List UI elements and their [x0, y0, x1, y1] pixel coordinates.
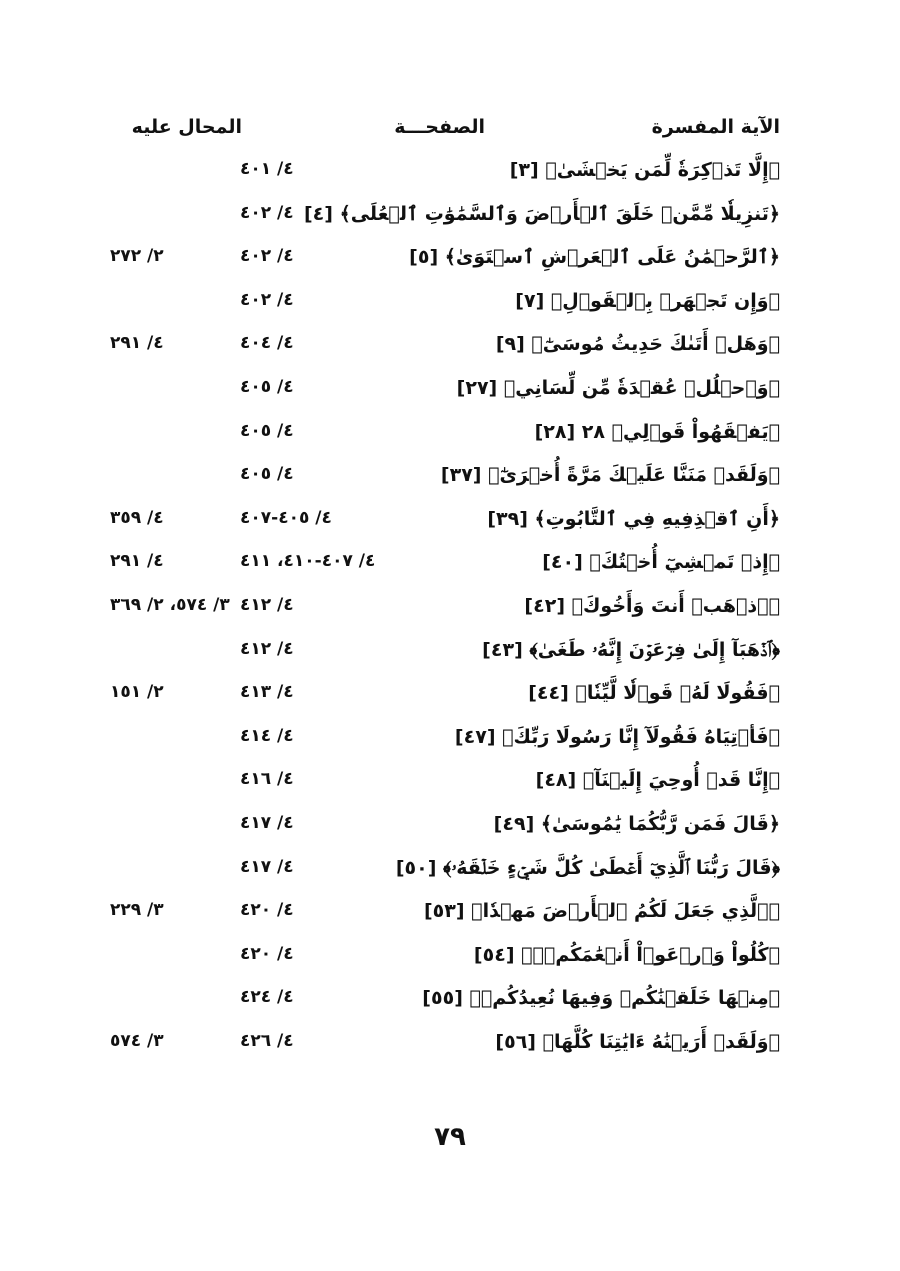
table-row: [100, 765, 790, 809]
table-row: [100, 373, 790, 417]
ref-cell: ٣/ ٥٧٤: [110, 1030, 164, 1051]
page-cell: ٤/ ٤٠٢: [240, 289, 294, 310]
verse-cell: ﴿إِنَّا قَدۡ أُوحِيَ إِلَيۡنَآ﴾ [٤٨]: [535, 769, 780, 792]
verse-cell: ﴿قَالَ رَبُّنَا ٱلَّذِيٓ أَعۡطَىٰ كُلَّ شَيۡءٍ خَلۡقَهُۥ﴾ [٥٠]: [395, 856, 780, 879]
page-cell: ٤/ ٤٢٠: [240, 943, 294, 964]
verse-cell: ﴿تَنزِيلٗا مِّمَّنۡ خَلَقَ ٱلۡأَرۡضَ وَٱلسَّمَٰوَٰتِ ٱلۡعُلَى﴾ [٤]: [303, 202, 780, 225]
table-row: [100, 940, 790, 984]
page-cell: ٤/ ٤٠٤: [240, 333, 294, 354]
verse-cell: ﴿يَفۡقَهُواْ قَوۡلِي﴾ ٢٨ [٢٨]: [534, 420, 780, 443]
verse-cell: ﴿ٱذۡهَبَآ إِلَىٰ فِرۡعَوۡنَ إِنَّهُۥ طَغَىٰ﴾ [٤٣]: [482, 638, 780, 661]
verse-cell: ﴿وَهَلۡ أَتَىٰكَ حَدِيثُ مُوسَىٰٓ﴾ [٩]: [495, 333, 780, 356]
page-cell: ٤/ ٤٠٥-٤٠٧: [240, 507, 332, 528]
table-row: [100, 199, 790, 243]
table-row: [100, 242, 790, 286]
page-cell: ٤/ ٤٢٠: [240, 900, 294, 921]
page-cell: ٤/ ٤٠٢: [240, 202, 294, 223]
ref-cell: ٣/ ٢٢٩: [110, 900, 164, 921]
verse-cell: ﴿كُلُواْ وَٱرۡعَوۡاْ أَنۡعَٰمَكُمۡۚ﴾ [٥٤]: [473, 943, 780, 966]
table-row: [100, 155, 790, 199]
ref-cell: ٤/ ٢٩١: [110, 551, 164, 572]
page-cell: ٤/ ٤١٧: [240, 856, 294, 877]
header-ref: المحال عليه: [131, 116, 242, 138]
table-body: [100, 155, 790, 1070]
table-row: [100, 460, 790, 504]
page-cell: ٤/ ٤١٢: [240, 594, 294, 615]
verse-cell: ﴿فَقُولَا لَهُۥ قَوۡلٗا لَّيِّنٗا﴾ [٤٤]: [528, 682, 780, 705]
page-cell: ٤/ ٤٠٥: [240, 420, 294, 441]
page-cell: ٤/ ٤٠٥: [240, 376, 294, 397]
header-page: الصفحـــة: [394, 116, 485, 138]
table-row: [100, 591, 790, 635]
page-cell: ٤/ ٤٠٥: [240, 464, 294, 485]
ref-cell: ٣/ ٥٧٤، ٢/ ٣٦٩: [110, 594, 230, 615]
table-row: [100, 678, 790, 722]
ref-cell: ٤/ ٣٥٩: [110, 507, 164, 528]
verse-cell: ﴿وَلَقَدۡ أَرَيۡنَٰهُ ءَايَٰتِنَا كُلَّهَا﴾ [٥٦]: [495, 1030, 780, 1053]
verse-cell: ﴿إِلَّا تَذۡكِرَةٗ لِّمَن يَخۡشَىٰ﴾ [٣]: [509, 159, 780, 181]
verse-cell: ﴿ٱلرَّحۡمَٰنُ عَلَى ٱلۡعَرۡشِ ٱسۡتَوَىٰ﴾ [٥]: [409, 246, 780, 269]
table-row: [100, 896, 790, 940]
table-row: [100, 1027, 790, 1071]
verse-cell: ﴿وَٱحۡلُلۡ عُقۡدَةٗ مِّن لِّسَانِي﴾ [٢٧]: [456, 376, 780, 399]
table-row: [100, 417, 790, 461]
table-row: [100, 547, 790, 591]
verse-cell: ﴿ٱلَّذِي جَعَلَ لَكُمُ ٱلۡأَرۡضَ مَهۡدٗا﴾ [٥٣]: [423, 900, 780, 923]
page-cell: ٤/ ٤٠١: [240, 159, 294, 179]
table-row: [100, 635, 790, 679]
verse-cell: ﴿أَنِ ٱقۡذِفِيهِ فِي ٱلتَّابُوتِ﴾ [٣٩]: [487, 507, 780, 530]
verse-cell: ﴿وَلَقَدۡ مَنَنَّا عَلَيۡكَ مَرَّةً أُخۡرَىٰٓ﴾ [٣٧]: [440, 464, 780, 487]
table-row: [100, 286, 790, 330]
ref-cell: ٢/ ٢٧٢: [110, 246, 164, 267]
page-cell: ٤/ ٤٢٤: [240, 987, 294, 1008]
table-row: [100, 504, 790, 548]
page-cell: ٤/ ٤١٣: [240, 682, 294, 703]
verse-cell: ﴿فَأۡتِيَاهُ فَقُولَآ إِنَّا رَسُولَا رَبِّكَ﴾ [٤٧]: [454, 725, 780, 748]
verse-cell: ﴿ٱذۡهَبۡ أَنتَ وَأَخُوكَ﴾ [٤٢]: [524, 594, 780, 617]
table-header: [100, 116, 790, 146]
table-row: [100, 722, 790, 766]
page-cell: ٤/ ٤٢٦: [240, 1030, 294, 1051]
table-row: [100, 853, 790, 897]
page-cell: ٤/ ٤١٦: [240, 769, 294, 790]
verse-cell: ﴿قَالَ فَمَن رَّبُّكُمَا يَٰمُوسَىٰ﴾ [٤٩]: [493, 812, 780, 835]
header-verse: الآية المفسرة: [651, 116, 780, 138]
page-cell: ٤/ ٤٠٧-٤١٠، ٤١١: [240, 551, 376, 572]
page-cell: ٤/ ٤١٢: [240, 638, 294, 659]
table-row: [100, 983, 790, 1027]
page-cell: ٤/ ٤٠٢: [240, 246, 294, 267]
page-number: ٧٩: [434, 1122, 466, 1152]
ref-cell: ٢/ ١٥١: [110, 682, 164, 703]
page-cell: ٤/ ٤١٧: [240, 812, 294, 833]
ref-cell: ٤/ ٢٩١: [110, 333, 164, 354]
verse-cell: ﴿إِذۡ تَمۡشِيٓ أُخۡتُكَ﴾ [٤٠]: [542, 551, 780, 574]
table-row: [100, 809, 790, 853]
verse-cell: ﴿مِنۡهَا خَلَقۡنَٰكُمۡ وَفِيهَا نُعِيدُكُمۡ﴾ [٥٥]: [422, 987, 780, 1010]
table-row: [100, 329, 790, 373]
page-cell: ٤/ ٤١٤: [240, 725, 294, 746]
verse-cell: ﴿وَإِن تَجۡهَرۡ بِٱلۡقَوۡلِ﴾ [٧]: [515, 289, 780, 312]
